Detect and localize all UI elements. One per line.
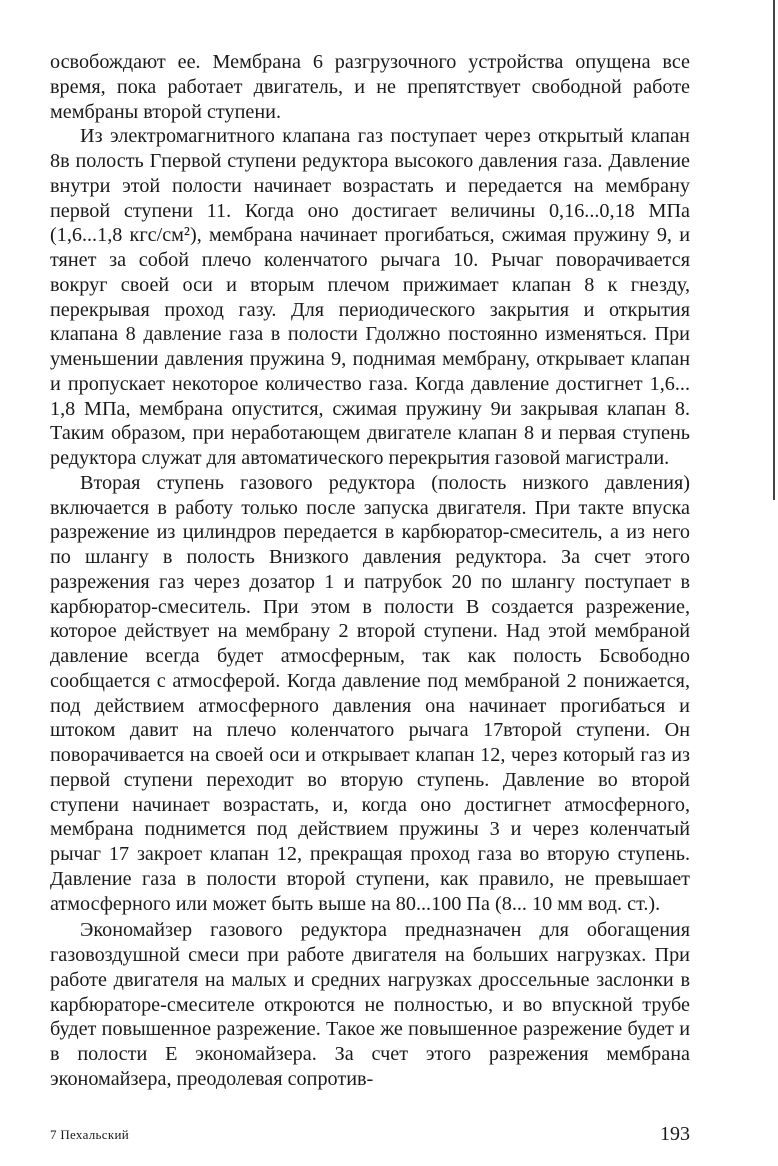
paragraph-3: Вторая ступень газового редуктора (полость низкого давления) включается в работу только после запуска двигателя. При такте впуска разрежение из цилиндров передается в карбюратор-смеситель, а из него по шлангу в полость Внизкого давления редуктора. За счет этого разрежения газ через дозатор 1 и патрубок 20 по шлангу поступает в карбюратор-смеситель. При этом в полости В создается разрежение, которое действует на мембрану 2 второй ступени. Над этой мембраной давление всегда будет атмосферным, так как полость Бсвободно сообщается с атмосферой. Когда давление под мембраной 2 понижается, под действием атмосферного давления она начинает прогибаться и штоком давит на плечо коленчатого рычага 17второй ступени. Он поворачивается на своей оси и открывает клапан 12, через который газ из первой ступени переходит во вторую ступень. Давление во второй ступени начинает возрастать, и, когда оно достигнет атмосферного, мембрана поднимется под действием пружины 3 и через коленчатый рычаг 17 закроет клапан 12, прекращая проход газа во вторую ступень. Давление газа в полости второй ступени, как правило, не превышает атмосферного или может быть выше на 80...100 Па (8... 10 мм вод. ст.). — [50, 471, 690, 915]
paragraph-4: Экономайзер газового редуктора предназначен для обогащения газовоздушной смеси при работе двигателя на больших нагрузках. При работе двигателя на малых и средних нагрузках дроссельные заслонки в карбюраторе-смесителе откроются не полностью, и во впускной трубе будет повышенное разрежение. Такое же повышенное разрежение будет и в полости Е экономайзера. За счет этого разрежения мембрана экономайзера, преодолевая сопротив- — [50, 919, 690, 1090]
page-number: 193 — [660, 1123, 690, 1145]
scan-edge-line — [773, 0, 775, 500]
paragraph-1: освобождают ее. Мембрана 6 разгрузочного устройства опущена все время, пока работает двигатель, и не препятствует свободной работе мембраны второй ступени. — [50, 51, 690, 123]
page-footer — [50, 1123, 690, 1145]
printer-signature: 7 Пехальский — [50, 1127, 129, 1142]
page-body — [50, 50, 690, 1092]
paragraph-2: Из электромагнитного клапана газ поступает через открытый клапан 8в полость Гпервой ступени редуктора высокого давления газа. Давление внутри этой полости начинает возрастать и передается на мембрану первой ступени 11. Когда оно достигает величины 0,16...0,18 МПа (1,6...1,8 кгс/см²), мембрана начинает прогибаться, сжимая пружину 9, и тянет за собой плечо коленчатого рычага 10. Рычаг поворачивается вокруг своей оси и вторым плечом прижимает клапан 8 к гнезду, перекрывая проход газу. Для периодического закрытия и открытия клапана 8 давление газа в полости Гдолжно постоянно изменяться. При уменьшении давления пружина 9, поднимая мембрану, открывает клапан и пропускает некоторое количество газа. Когда давление достигнет 1,6... 1,8 МПа, мембрана опустится, сжимая пружину 9и закрывая клапан 8. Таким образом, при неработающем двигателе клапан 8 и первая ступень редуктора служат для автоматического перекрытия газовой магистрали. — [50, 125, 690, 469]
